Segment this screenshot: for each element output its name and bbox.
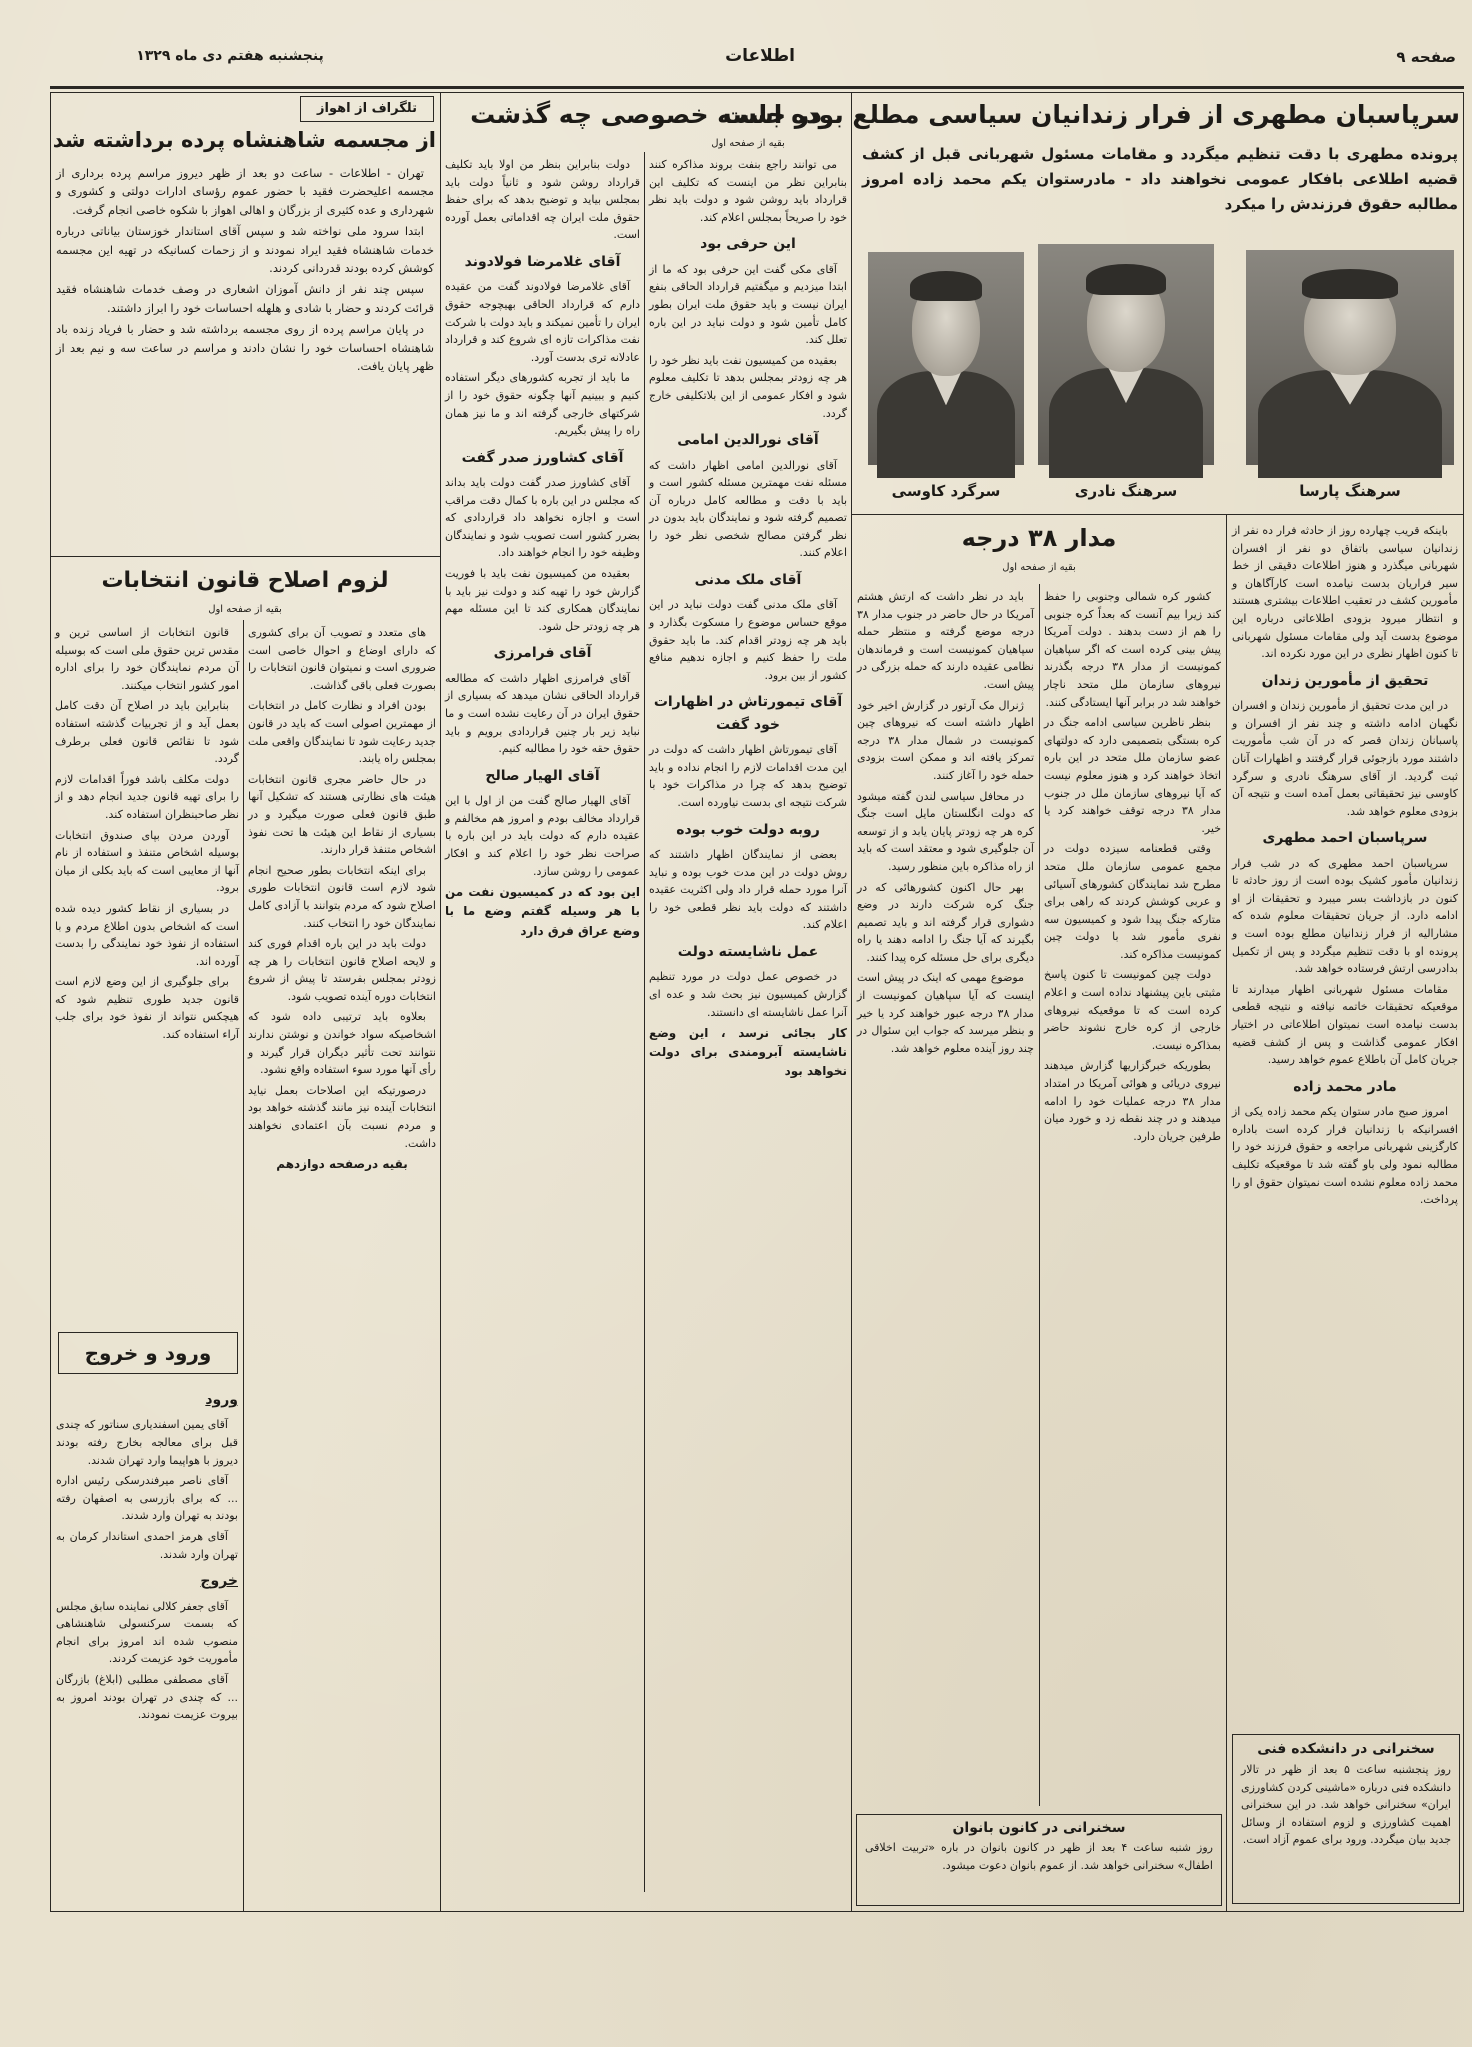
- page-number: صفحه ۹: [1396, 48, 1456, 66]
- paragraph: بودن افراد و نظارت کامل در انتخابات از مهمترین اصولی است که باید در قانون جدید رعایت شود تا نمایندگان واقعی ملت بمجلس راه یابند.: [248, 699, 436, 766]
- paragraph: باینکه قریب چهارده روز از حادثه فرار ده نفر از زندانیان سیاسی باتفاق دو نفر از افسران شهربانی میگذرد و هنوز اطلاعات دقیقی از خط سیر فراریان بدست نیامده است کارآگاهان و مأمورین کشف در تعقیب اطلاعات بیشتری هستند و انتظار میرود بزودی اطلاعاتی درباره این موضوع بدست آید ولی مقامات مسئول شهربانی تا کنون اظهار نظری در این مورد نکرده اند.: [1232, 524, 1458, 661]
- arrivals-departures-title: ورود و خروج: [58, 1332, 238, 1374]
- session-right-column: [649, 156, 847, 1904]
- paragraph: سرپاسبان احمد مطهری که در شب فرار زندانیان مأمور کشیک بوده است از روز حادثه تا کنون در بازداشت بسر میبرد و تحقیقات از او ادامه دارد. از جریان تحقیقات معلوم شده که مشارالیه از فرار زندانیان مطلع بوده است و پرونده او با دقت تنظیم میگردد و پس از تکمیل بدادرسی ارتش فرستاده خواهد شد.: [1232, 856, 1458, 976]
- paragraph: بعقیده من کمیسیون نفت باید نظر خود را هر چه زودتر بمجلس بدهد تا تکلیف معلوم شود و افکار عمومی از این بلاتکلیفی خارج گردد.: [649, 353, 847, 420]
- election-column-divider: [243, 620, 244, 1911]
- election-left-column: [55, 624, 239, 1320]
- women-lecture-title: سخنرانی در کانون بانوان: [952, 1820, 1126, 1836]
- parallel-headline: مدار ۳۸ درجه: [961, 524, 1117, 552]
- paragraph: آقای غلامرضا فولادوند گفت من عقیده دارم که قرارداد الحاقی بهیچوجه حقوق ایران را تأمین نمیکند و باید دولت با شرکت نفت مذاکرات تازه ای شروع کند و قرارداد عادلانه تری بدست آورد.: [445, 280, 640, 364]
- paragraph: مقامات مسئول شهربانی اظهار میدارند تا موقعیکه تحقیقات خاتمه نیافته و نتیجه قطعی بدست نیامده است نمیتوان اطلاعاتی در اختیار افکار عمومی گذاشت و پس از کشف قضیه جریان کامل آن باطلاع عموم خواهد رسید.: [1232, 982, 1458, 1067]
- paragraph: ما باید از تجربه کشورهای دیگر استفاده کنیم و ببینیم آنها چگونه حقوق خود را از شرکتهای خارجی گرفته اند و ما نیز همان راه را پیش بگیریم.: [445, 371, 640, 438]
- paragraph: در محافل سیاسی لندن گفته میشود که دولت انگلستان مایل است جنگ کره هر چه زودتر پایان یابد و از توسعه آن جلوگیری شود و معتقد است که باید از راه مذاکره باین منظور رسید.: [857, 789, 1034, 873]
- election-right-column: [248, 624, 436, 1904]
- subheading: سرپاسبان احمد مطهری: [1262, 830, 1428, 847]
- rule-above-election: [50, 556, 440, 557]
- subheading: آقای ملک مدنی: [694, 572, 802, 589]
- paragraph: بعضی از نمایندگان اظهار داشتند که روش دولت در این مدت خوب بوده و نباید آنرا مورد حمله قرار داد ولی اکثریت عقیده داشتند که دولت باید نظر قطعی خود را اعلام کند.: [649, 847, 847, 932]
- paragraph: دولت چین کمونیست تا کنون پاسخ مثبتی باین پیشنهاد نداده است و اعلام کرده است که تا موقعیکه نیروهای خارجی از کره خارج نشوند حاضر بمذاکره نیست.: [1044, 968, 1221, 1052]
- paragraph: های متعدد و تصویب آن برای کشوری که دارای اوضاع و احوال خاصی است ضروری است و نمیتوان قانون انتخابات را بصورت فعلی باقی گذاشت.: [248, 626, 436, 692]
- subheading: آقای فرامرزی: [493, 645, 592, 662]
- parallel-column-divider: [1039, 584, 1040, 1806]
- masthead-rule-thin: [50, 92, 1464, 93]
- paragraph: آقای تیمورتاش اظهار داشت که دولت در این مدت اقدامات لازم را انجام نداده و باید توضیح بدهد که چرا در مذاکرات خود با شرکت نتیجه ای بدست نیاورده است.: [649, 743, 847, 809]
- women-lecture-box: [856, 1814, 1222, 1906]
- motahari-headline: سرپاسبان مطهری از فرار زندانیان سیاسی مطلع بوده است: [722, 100, 1460, 129]
- frame-bottom: [50, 1911, 1464, 1912]
- paragraph: تهران - اطلاعات - ساعت دو بعد از ظهر دیروز مراسم پرده برداری از مجسمه اعلیحضرت فقید با حضور عموم رؤسای ادارات دولتی و کشوری و شهرداری و عده کثیری از بزرگان و اهالی اهواز با شکوه خاصی انجام گرفت.: [56, 166, 434, 217]
- photo-colonel-naderi: [1038, 244, 1214, 465]
- session-left-column: [445, 156, 640, 1904]
- subheading: عمل ناشایسته دولت: [677, 943, 819, 960]
- paragraph: آقای نورالدین امامی اظهار داشت که مسئله نفت مهمترین مسئله کشور است و باید با دقت و مطالعه کامل درباره آن تصمیم گرفته شود و نمایندگان باید بدون در نظر گرفتن مصالح شخصی نظر خود را اعلام کنند.: [649, 458, 847, 560]
- tech-lecture-box: [1232, 1734, 1460, 1904]
- arrivals-column: [56, 1382, 238, 1904]
- paragraph: آقای فرامرزی اظهار داشت که مطالعه قرارداد الحاقی نشان میدهد که بسیاری از حقوق ایران در آن رعایت نشده است و ما نباید زیر بار چنین قراردادی برویم و باید حقوق حقه خود را مطالبه کنیم.: [445, 671, 640, 756]
- subheading: آقای الهیار صالح: [485, 767, 600, 784]
- session-continued-note: بقیه از صفحه اول: [711, 138, 785, 149]
- arrival-item: آقای ناصر میرفندرسکی رئیس اداره ... که برای بازرسی به اصفهان رفته بودند به تهران وارد شدند.: [56, 1474, 238, 1523]
- caption-colonel-parsa: سرهنگ پارسا: [1299, 482, 1401, 500]
- paragraph: بهر حال اکنون کشورهائی که در جنگ کره شرکت دارند در وضع دشواری قرار گرفته اند و باید تصمیم بگیرند که آیا جنگ را ادامه دهند یا راه دیگری برای حل مسئله کره پیدا کنند.: [857, 880, 1034, 964]
- paragraph: برای جلوگیری از این وضع لازم است قانون جدید طوری تنظیم شود که هیچکس نتواند از نفوذ خود برای جلب آراء استفاده کند.: [55, 975, 239, 1042]
- subheading: آقای کشاورز صدر گفت: [461, 449, 624, 466]
- divider-left-middle: [440, 92, 441, 1912]
- paragraph: آقای ملک مدنی گفت دولت نباید در این موقع حساس موضوع را مسکوت بگذارد و باید هر چه زودتر اقدام کند. ما باید حقوق ملت را حفظ کنیم و اجازه ندهیم منافع کشور از بین برود.: [649, 598, 847, 682]
- frame-left: [50, 92, 51, 1912]
- parallel-continued-note: بقیه از صفحه اول: [1002, 562, 1076, 573]
- departure-item: آقای مصطفی مطلبی (ابلاغ) بازرگان ... که چندی در تهران بودند امروز به بیروت عزیمت نمودند.: [56, 1672, 238, 1722]
- photo-colonel-parsa: [1246, 250, 1454, 465]
- paragraph: باید در نظر داشت که ارتش هشتم آمریکا در حال حاضر در جنوب مدار ۳۸ درجه موضع گرفته و منتظر حمله سپاهیان کمونیست است و فرماندهان نظامی عقیده دارند که حمله بزرگی در پیش است.: [857, 590, 1034, 691]
- arrivals-label: ورود: [205, 1392, 238, 1408]
- paragraph: بعلاوه باید ترتیبی داده شود که اشخاصیکه سواد خواندن و نوشتن ندارند نتوانند تحت تأثیر دیگران قرار گیرند و رأی آنها مورد سوء استفاده واقع نشود.: [248, 1010, 436, 1077]
- paragraph: در بسیاری از نقاط کشور دیده شده است که اشخاص بدون اطلاع مردم و با استفاده از نفوذ خود نمایندگی را بدست آورده اند.: [55, 901, 239, 968]
- paragraph: در این مدت تحقیق از مأمورین زندان و افسران نگهبان ادامه داشته و چند نفر از افسران و پاسبانان زندان قصر که در آن شب مأموریت داشتند مورد بازجوئی قرار گرفتند و اظهارات آنان ثبت گردید. از آقای سرهنگ نادری و سرگرد کاوسی نیز تحقیقاتی بعمل آمده است و نتیجه آن بزودی معلوم خواهد شد.: [1232, 699, 1458, 818]
- paragraph: دولت بنابراین بنظر من اولا باید تکلیف قرارداد روشن شود و ثانیاً دولت باید بمجلس بیاید و توضیح بدهد که برای حفظ حقوق ملت ایران چه اقداماتی بعمل آورده است.: [445, 158, 640, 242]
- paragraph: وقتی قطعنامه سیزده دولت در مجمع عمومی سازمان ملل متحد مطرح شد نمایندگان کشورهای آسیائی و عربی کوشش کردند که راهی برای متارکه جنگ پیدا شود و کمیسیون سه نفری مأمور شد با دولت چین کمونیست مذاکره کند.: [1044, 842, 1221, 961]
- caption-colonel-naderi: سرهنگ نادری: [1074, 482, 1178, 500]
- frame-right: [1463, 92, 1464, 1912]
- arrival-item: آقای هرمز احمدی استاندار کرمان به تهران وارد شدند.: [56, 1529, 238, 1561]
- rule-under-photos: [851, 514, 1463, 515]
- paragraph: دولت مکلف باشد فوراً اقدامات لازم را برای تهیه قانون جدید انجام دهد و از نظر صاحبنظران استفاده کند.: [55, 772, 239, 821]
- arrival-item: آقای یمین اسفندیاری سناتور که چندی قبل برای معالجه بخارج رفته بودند دیروز با هواپیما وارد تهران شدند.: [56, 1418, 238, 1467]
- photo-major-kavousi: [868, 252, 1024, 465]
- paragraph: کشور کره شمالی وجنوبی را حفظ کند زیرا بیم آنست که بعداً کره جنوبی را هم از دست بدهند . دولت آمریکا پیش بینی کرده است که اگر سپاهیان کمونیست از مدار ۳۸ درجه بگذرند نیروهای سازمان ملل متحد ناچار خواهند شد در برابر آنها ایستادگی کنند.: [1044, 590, 1221, 709]
- subheading: این حرفی بود: [700, 236, 796, 253]
- paragraph: بطوریکه خبرگزاریها گزارش میدهند نیروی دریائی و هوائی آمریکا در امتداد مدار ۳۸ درجه عملیات خود را ادامه میدهند و در چند نقطه زد و خورد میان طرفین جریان دارد.: [1044, 1059, 1222, 1143]
- motahari-subhead: پرونده مطهری با دقت تنظیم میگردد و مقامات مسئول شهربانی قبل از کشف قضیه اطلاعی بافکار عمومی نخواهند داد - مادرستوان یکم محمد زاده امروز مطالبه حقوق فرزندش را میکرد: [862, 145, 1458, 213]
- parallel-left-column: [857, 588, 1034, 1803]
- masthead-rule-thick: [50, 86, 1464, 89]
- paragraph: سپس چند نفر از دانش آموزان اشعاری در وصف خدمات شاهنشاه فقید قرائت کردند و حضار با شادی و هلهله احساسات خود را ابراز داشتند.: [56, 282, 434, 315]
- paragraph: آقای الهیار صالح گفت من از اول با این قرارداد مخالف بودم و امروز هم مخالفم و عقیده دارم که دولت باید در این باره با صراحت نظر خود را اعلام کند و افکار عمومی را روشن سازد.: [445, 794, 640, 878]
- paragraph: در پایان مراسم پرده از روی مجسمه برداشته شد و حضار با فریاد زنده باد شاهنشاه احساسات خود را نشان دادند و مراسم در ساعت سه و نیم بعد از ظهر پایان یافت.: [56, 322, 434, 373]
- paragraph: در خصوص عمل دولت در مورد تنظیم گزارش کمیسیون نیز بحث شد و عده ای آنرا عمل ناشایسته ای دانستند.: [649, 970, 847, 1019]
- continued-on-page-note: بقیه درصفحه دوازدهم: [276, 1157, 408, 1172]
- paragraph: برای اینکه انتخابات بطور صحیح انجام شود لازم است قانون انتخابات طوری اصلاح شود که مردم بتوانند با آزادی کامل نمایندگان خود را انتخاب کنند.: [248, 863, 436, 930]
- paragraph: ژنرال مک آرتور در گزارش اخیر خود اظهار داشته است که نیروهای چین کمونیست در شمال مدار ۳۸ درجه تمرکز یافته اند و ممکن است بزودی حمله خود را آغاز کنند.: [857, 698, 1034, 782]
- paragraph: قانون انتخابات از اساسی ترین و مقدس ترین حقوق ملی است که بوسیله آن مردم نمایندگان خود را برای اداره امور کشور انتخاب میکنند.: [55, 626, 239, 692]
- tech-lecture-title: سخنرانی در دانشکده فنی: [1257, 1741, 1435, 1757]
- paragraph: درصورتیکه این اصلاحات بعمل نیاید انتخابات آینده نیز مانند گذشته خواهد بود و مردم نسبت بآن اعتمادی نخواهند داشت.: [248, 1083, 436, 1150]
- paragraph: بنابراین باید در اصلاح آن دقت کامل بعمل آید و از تجربیات گذشته استفاده شود تا نقائص قانون فعلی برطرف گردد.: [55, 699, 239, 766]
- issue-date: پنجشنبه هفتم دی ماه ۱۳۲۹: [136, 48, 324, 64]
- parallel-right-column: [1044, 588, 1221, 1803]
- subheading: آقای نورالدین امامی: [677, 432, 819, 449]
- paragraph: بعقیده من کمیسیون نفت باید با فوریت گزارش خود را تهیه کند و دولت نیز باید با نمایندگان همکاری کند تا این مسئله مهم هر چه زودتر حل شود.: [445, 567, 640, 633]
- motahari-body-column: [1232, 522, 1458, 1722]
- ahvaz-body: [56, 164, 434, 548]
- caption-major-kavousi: سرگرد کاوسی: [891, 482, 1001, 500]
- paragraph: بنظر ناظرین سیاسی ادامه جنگ در کره بستگی بتصمیمی دارد که دولتهای عضو سازمان ملل متحد در این باره اتخاذ خواهند کرد و هنوز معلوم نیست که آیا نیروهای سازمان ملل در جنوب مدار ۳۸ درجه توقف خواهند کرد یا خیر.: [1044, 716, 1221, 835]
- newspaper-name: اطلاعات: [725, 46, 795, 66]
- paragraph: امروز صبح مادر ستوان یکم محمد زاده یکی از افسرانیکه با زندانیان فرار کرده است باداره کارگزینی شهربانی مراجعه و حقوق فرزند خود را مطالبه نمود ولی باو گفته شد تا موقعیکه تکلیف محمد زاده معلوم نشده است نمیتوان حقوق او را پرداخت.: [1232, 1105, 1458, 1207]
- subheading: تحقیق از مأمورین زندان: [1261, 672, 1429, 689]
- session-headline: در جلسه خصوصی چه گذشت: [470, 100, 822, 129]
- paragraph: آقای مکی گفت این حرفی بود که ما از ابتدا میزدیم و میگفتیم قرارداد الحاقی بنفع ایران نیست و باید حقوق ملت ایران بطور کامل تأمین شود و دولت نباید در این باره تعلل کند.: [649, 262, 847, 347]
- paragraph: در حال حاضر مجری قانون انتخابات هیئت های نظارتی هستند که تشکیل آنها طبق قانون فعلی صورت میگیرد و در بسیاری از نقاط این هیئت ها تحت نفوذ اشخاص متنفذ قرار دارند.: [248, 772, 436, 857]
- closing-line: کار بجائی نرسد ، این وضع ناشایسته آبرومندی برای دولت نخواهد بود: [649, 1026, 847, 1079]
- election-continued-note: بقیه از صفحه اول: [208, 604, 282, 615]
- paragraph: ابتدا سرود ملی نواخته شد و سپس آقای استاندار خوزستان بیاناتی درباره خدمات شاهنشاه فقید ایراد نمودند و از زحمات کسانیکه در تهیه این مجسمه کوشش کرده بودند قدردانی کردند.: [56, 224, 434, 275]
- tech-lecture-text: روز پنجشنبه ساعت ۵ بعد از ظهر در تالار دانشکده فنی درباره «ماشینی کردن کشاورزی ایران» سخنرانی خواهد شد. در این سخنرانی اهمیت کشاورزی و لزوم استفاده از وسائل جدید بیان میگردد. ورود برای عموم آزاد است.: [1241, 1763, 1451, 1847]
- subheading: آقای غلامرضا فولادوند: [464, 253, 621, 270]
- departures-label: خروج: [200, 1573, 238, 1590]
- ahvaz-telegraph-label: تلگراف از اهواز: [300, 96, 434, 122]
- paragraph: می توانند راجع بنفت بروند مذاکره کنند بنابراین نظر من اینست که تکلیف این قرارداد باید روشن شود و دولت باید نظر خود را صریحاً بمجلس اعلام کند.: [649, 158, 847, 224]
- paragraph: موضوع مهمی که اینک در پیش است اینست که آیا سپاهیان کمونیست از مدار ۳۸ درجه عبور خواهند کرد یا خیر و بنظر میرسد که جواب این سئوال در چند روز آینده معلوم خواهد شد.: [857, 971, 1034, 1055]
- subheading: آقای تیمورتاش در اظهارات خود گفت: [653, 694, 843, 733]
- subheading: مادر محمد زاده: [1293, 1078, 1397, 1095]
- paragraph: آقای کشاورز صدر گفت دولت باید بداند که مجلس در این باره با کمال دقت مراقب است و اجازه نخواهد داد قراردادی که بضرر کشور است تصویب شود و نمایندگان وظیفه خود را انجام خواهند داد.: [445, 476, 640, 560]
- closing-line: این بود که در کمیسیون نفت من با هر وسیله گفتم وضع ما با وضع عراق فرق دارد: [445, 885, 640, 938]
- subheading: روبه دولت خوب بوده: [676, 821, 820, 838]
- paragraph: دولت باید در این باره اقدام فوری کند و لایحه اصلاح قانون انتخابات را هر چه زودتر بمجلس بفرستد تا پیش از شروع انتخابات دوره آینده تصویب شود.: [248, 937, 436, 1003]
- women-lecture-text: روز شنبه ساعت ۴ بعد از ظهر در کانون بانوان در باره «تربیت اخلاقی اطفال» سخنرانی خواهد شد. از عموم بانوان دعوت میشود.: [865, 1841, 1213, 1872]
- paragraph: آوردن مردن بپای صندوق انتخابات بوسیله اشخاص متنفذ و استفاده از نام آنها از معایبی است که باید بکلی از میان برود.: [55, 828, 239, 895]
- divider-middle-right: [851, 92, 852, 1912]
- election-headline: لزوم اصلاح قانون انتخابات: [101, 568, 389, 593]
- departure-item: آقای جعفر کلالی نماینده سابق مجلس که بسمت سرکنسولی شاهنشاهی منصوب شده اند امروز برای انجام مأموریت خود عزیمت کردند.: [56, 1599, 238, 1666]
- session-column-divider: [644, 152, 645, 1892]
- divider-right-column: [1226, 514, 1227, 1911]
- ahvaz-headline: از مجسمه شاهنشاه پرده برداشته شد: [52, 128, 436, 152]
